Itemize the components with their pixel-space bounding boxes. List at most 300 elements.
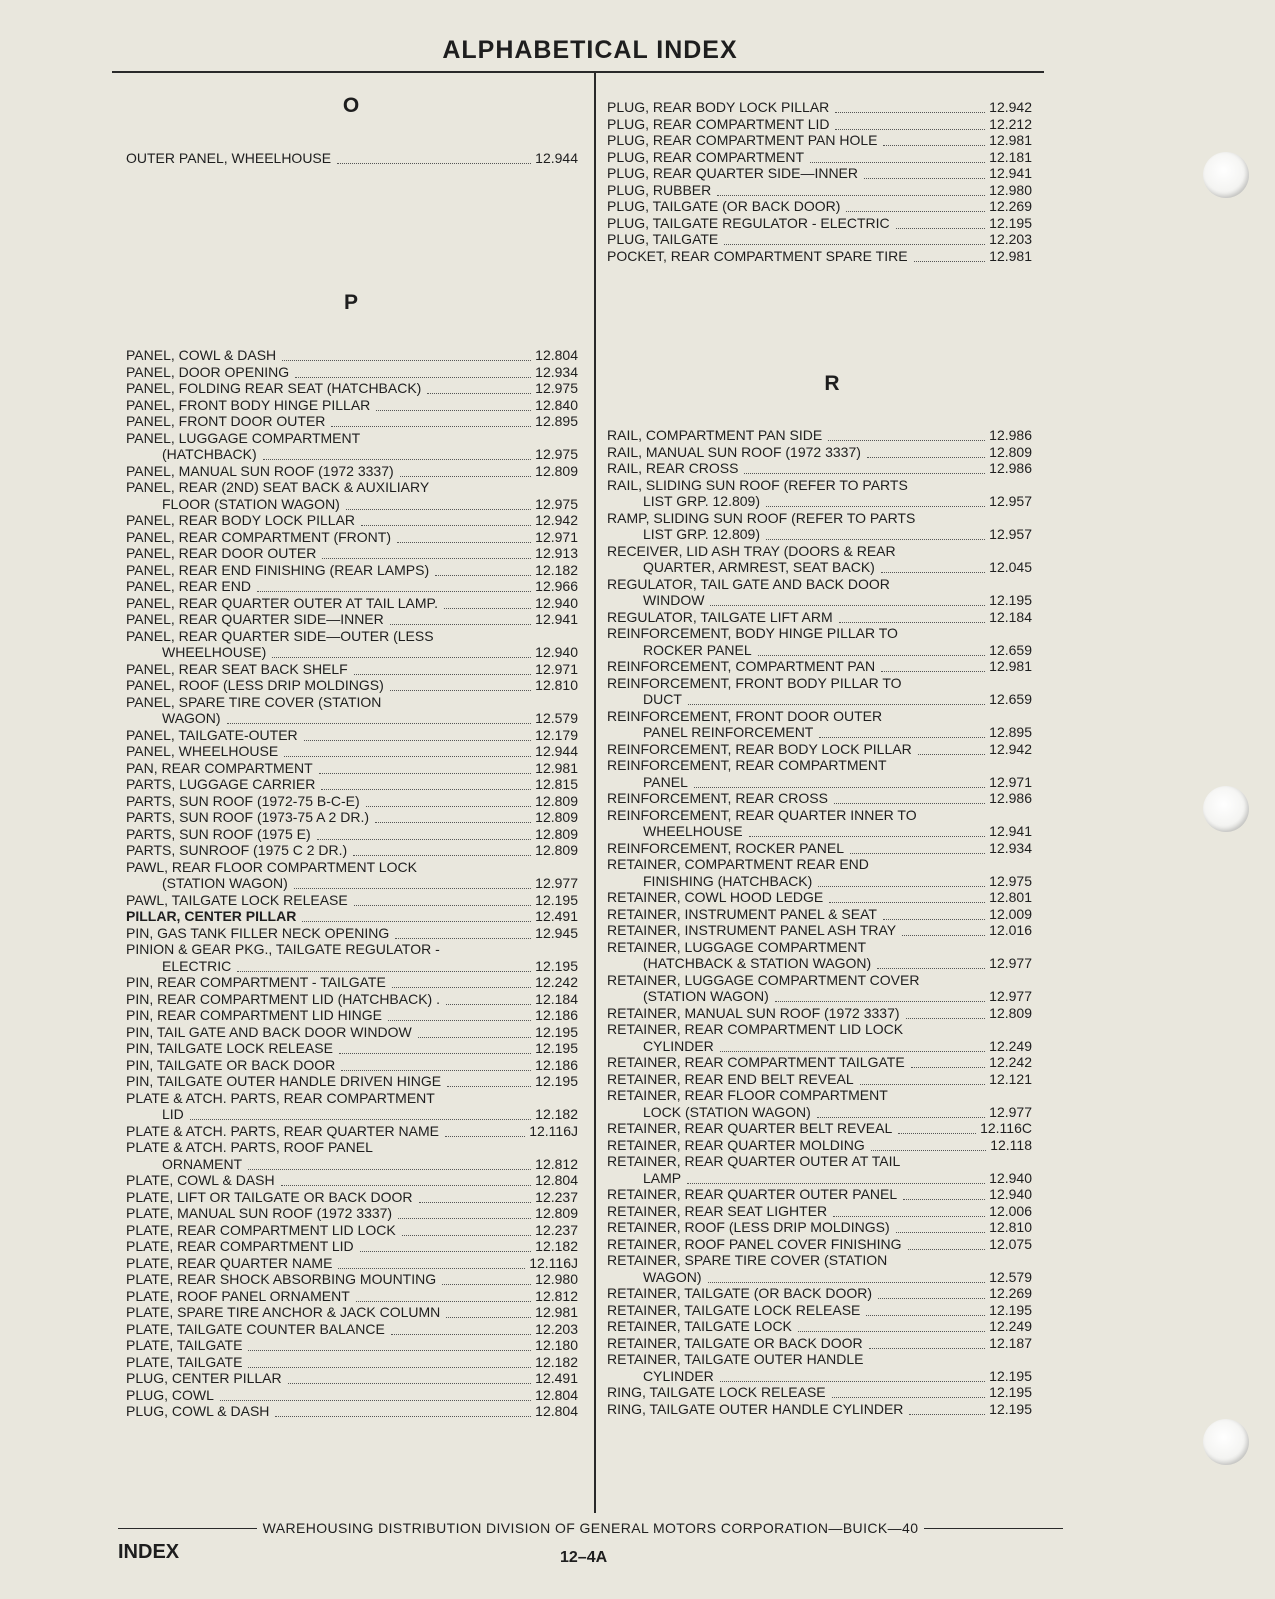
index-entry-text: RAMP, SLIDING SUN ROOF (REFER TO PARTS bbox=[607, 509, 916, 526]
index-entry-text: PLUG, COWL & DASH bbox=[126, 1403, 270, 1419]
index-entry-text: RETAINER, REAR COMPARTMENT LID LOCK bbox=[607, 1021, 904, 1037]
footer-rule-left bbox=[118, 1528, 257, 1529]
dot-leader bbox=[724, 241, 985, 245]
index-entry-text: PANEL, FRONT DOOR OUTER bbox=[126, 413, 326, 429]
index-entry bbox=[607, 427, 1032, 444]
index-entry-text: DUCT bbox=[643, 691, 682, 707]
index-list-r bbox=[607, 427, 1032, 1417]
index-entry-line bbox=[607, 444, 1032, 461]
index-entry-text: PLATE, LIFT OR TAILGATE OR BACK DOOR bbox=[126, 1188, 413, 1205]
dot-leader bbox=[375, 819, 531, 823]
index-entry-reference: 12.975 bbox=[535, 495, 578, 512]
index-entry-line bbox=[607, 592, 1032, 609]
dot-leader bbox=[366, 803, 532, 807]
index-entry-text: RAIL, REAR CROSS bbox=[607, 460, 739, 476]
index-entry-text: RETAINER, INSTRUMENT PANEL & SEAT bbox=[607, 905, 877, 922]
index-entry-text: RETAINER, LUGGAGE COMPARTMENT bbox=[607, 938, 867, 955]
index-entry-line bbox=[607, 460, 1032, 477]
index-entry-reference: 12.212 bbox=[989, 115, 1032, 132]
dot-leader bbox=[832, 1394, 986, 1398]
index-entry-text: WAGON) bbox=[643, 1268, 702, 1285]
index-entry-line bbox=[607, 1170, 1032, 1187]
index-entry-line bbox=[126, 710, 578, 727]
index-entry-line bbox=[126, 661, 578, 678]
index-entry-reference: 12.121 bbox=[989, 1070, 1032, 1087]
index-entry-text: PIN, TAILGATE LOCK RELEASE bbox=[126, 1040, 333, 1056]
dot-leader bbox=[446, 1314, 531, 1318]
index-entry-reference: 12.006 bbox=[989, 1202, 1032, 1219]
index-entry-reference: 12.944 bbox=[535, 743, 578, 759]
index-entry-text: RETAINER, TAILGATE OUTER HANDLE bbox=[607, 1351, 864, 1367]
index-entry-text: PINION & GEAR PKG., TAILGATE REGULATOR - bbox=[126, 941, 440, 957]
index-entry-text: RING, TAILGATE OUTER HANDLE CYLINDER bbox=[607, 1400, 904, 1417]
index-entry-line bbox=[126, 1271, 578, 1288]
index-entry bbox=[126, 809, 578, 826]
index-entry-text: FLOOR (STATION WAGON) bbox=[162, 495, 340, 512]
index-entry-text: PLUG, REAR COMPARTMENT PAN HOLE bbox=[607, 132, 878, 148]
index-entry-text: RETAINER, REAR QUARTER OUTER PANEL bbox=[607, 1186, 898, 1202]
index-entry bbox=[607, 1351, 1032, 1384]
dot-leader bbox=[446, 1001, 531, 1005]
index-entry-line bbox=[607, 1269, 1032, 1286]
index-entry bbox=[126, 397, 578, 414]
dot-leader bbox=[391, 1331, 531, 1335]
dot-leader bbox=[419, 1199, 532, 1203]
section-letter-p: P bbox=[343, 291, 358, 314]
dot-leader bbox=[395, 935, 531, 939]
index-entry-reference: 12.195 bbox=[535, 1040, 578, 1056]
dot-leader bbox=[237, 968, 531, 972]
index-entry bbox=[607, 939, 1032, 972]
dot-leader bbox=[835, 126, 985, 130]
dot-leader bbox=[445, 1133, 525, 1137]
index-entry-line bbox=[607, 609, 1032, 626]
index-entry-line bbox=[126, 760, 578, 777]
index-entry-reference: 12.195 bbox=[535, 957, 578, 974]
index-entry-reference: 12.812 bbox=[535, 1155, 578, 1172]
index-entry bbox=[607, 807, 1032, 840]
index-entry-reference: 12.809 bbox=[535, 825, 578, 842]
index-entry bbox=[126, 974, 578, 991]
dot-leader bbox=[281, 1182, 532, 1186]
index-entry-reference: 12.934 bbox=[535, 363, 578, 380]
index-entry-text: PANEL REINFORCEMENT bbox=[643, 724, 814, 740]
index-entry bbox=[607, 1186, 1032, 1203]
index-entry-text: RETAINER, ROOF (LESS DRIP MOLDINGS) bbox=[607, 1219, 890, 1235]
index-entry-line bbox=[126, 809, 578, 826]
index-entry bbox=[126, 776, 578, 793]
index-entry-line bbox=[126, 578, 578, 595]
index-entry-text: PARTS, SUN ROOF (1973-75 A 2 DR.) bbox=[126, 809, 370, 825]
index-entry-text: PANEL, FRONT BODY HINGE PILLAR bbox=[126, 396, 371, 413]
binder-hole-bottom bbox=[1203, 1419, 1249, 1465]
index-entry-line bbox=[126, 941, 578, 958]
index-entry-text: (STATION WAGON) bbox=[162, 875, 288, 891]
index-entry-line bbox=[126, 1255, 578, 1272]
index-entry bbox=[607, 1236, 1032, 1253]
index-entry-reference: 12.971 bbox=[535, 660, 578, 677]
index-entry-reference: 12.195 bbox=[535, 1023, 578, 1040]
index-entry bbox=[126, 380, 578, 397]
index-entry-line bbox=[126, 859, 578, 876]
index-entry-reference: 12.195 bbox=[989, 1301, 1032, 1318]
index-entry-reference: 12.977 bbox=[989, 988, 1032, 1004]
dot-leader bbox=[338, 1265, 525, 1269]
index-entry-reference: 12.203 bbox=[535, 1320, 578, 1337]
index-entry-reference: 12.579 bbox=[535, 710, 578, 726]
index-entry-line bbox=[126, 595, 578, 612]
index-entry-line bbox=[607, 1120, 1032, 1137]
index-entry-text: PIN, TAIL GATE AND BACK DOOR WINDOW bbox=[126, 1023, 412, 1040]
index-entry-line bbox=[607, 526, 1032, 543]
index-entry-text: WHEELHOUSE) bbox=[162, 644, 267, 660]
index-entry-line bbox=[126, 397, 578, 414]
index-entry-text: PANEL, SPARE TIRE COVER (STATION bbox=[126, 693, 382, 710]
dot-leader bbox=[688, 701, 985, 705]
dot-leader bbox=[390, 687, 531, 691]
footer-rule-right bbox=[924, 1528, 1063, 1529]
index-entry-reference: 12.809 bbox=[989, 1004, 1032, 1021]
index-entry-line bbox=[607, 955, 1032, 972]
index-entry-reference: 12.237 bbox=[535, 1221, 578, 1238]
dot-leader bbox=[911, 1064, 986, 1068]
index-entry-reference: 12.182 bbox=[535, 561, 578, 578]
dot-leader bbox=[708, 1279, 986, 1283]
index-entry-reference: 12.975 bbox=[535, 380, 578, 396]
index-entry-text: RETAINER, TAILGATE OR BACK DOOR bbox=[607, 1334, 863, 1351]
index-entry-text: (HATCHBACK & STATION WAGON) bbox=[643, 955, 872, 971]
index-entry bbox=[126, 463, 578, 480]
index-entry-reference: 12.269 bbox=[989, 198, 1032, 214]
index-entry-reference: 12.809 bbox=[535, 842, 578, 858]
dot-leader bbox=[869, 1345, 986, 1349]
index-entry-reference: 12.977 bbox=[989, 1103, 1032, 1120]
index-entry bbox=[607, 1021, 1032, 1054]
index-entry-reference: 12.809 bbox=[989, 443, 1032, 460]
index-entry-text: PANEL, ROOF (LESS DRIP MOLDINGS) bbox=[126, 677, 384, 693]
index-entry-line bbox=[607, 873, 1032, 890]
index-entry-text: PANEL bbox=[643, 773, 688, 790]
dot-leader bbox=[758, 652, 986, 656]
dot-leader bbox=[354, 902, 531, 906]
index-entry bbox=[607, 840, 1032, 857]
index-entry-text: PLATE & ATCH. PARTS, ROOF PANEL bbox=[126, 1139, 373, 1155]
dot-leader bbox=[878, 1295, 985, 1299]
index-entry-text: PAN, REAR COMPARTMENT bbox=[126, 759, 313, 776]
index-entry-line bbox=[607, 1335, 1032, 1352]
index-entry bbox=[607, 1318, 1032, 1335]
index-entry-text: CYLINDER bbox=[643, 1367, 714, 1384]
dot-leader bbox=[881, 668, 985, 672]
index-entry-text: RETAINER, COMPARTMENT REAR END bbox=[607, 856, 869, 872]
index-entry-line bbox=[607, 493, 1032, 510]
index-entry-reference: 12.579 bbox=[989, 1268, 1032, 1285]
index-entry-line bbox=[607, 922, 1032, 939]
dot-leader bbox=[392, 984, 531, 988]
index-entry-text: PIN, TAILGATE OUTER HANDLE DRIVEN HINGE bbox=[126, 1073, 442, 1089]
index-entry-text: PANEL, REAR COMPARTMENT (FRONT) bbox=[126, 528, 391, 545]
index-entry-reference: 12.810 bbox=[989, 1219, 1032, 1235]
index-entry-line bbox=[126, 1189, 578, 1206]
index-entry-reference: 12.809 bbox=[535, 809, 578, 825]
index-entry bbox=[126, 1387, 578, 1404]
index-entry-line bbox=[607, 149, 1032, 166]
index-entry bbox=[607, 132, 1032, 149]
dot-leader bbox=[909, 1411, 985, 1415]
index-entry-text: PLUG, REAR COMPARTMENT bbox=[607, 148, 805, 165]
index-entry bbox=[126, 611, 578, 628]
index-entry bbox=[607, 1384, 1032, 1401]
index-entry bbox=[126, 1123, 578, 1140]
section-letter-r: R bbox=[824, 372, 840, 395]
dot-leader bbox=[398, 1215, 531, 1219]
index-entry bbox=[607, 625, 1032, 658]
index-entry-line bbox=[126, 347, 578, 364]
dot-leader bbox=[818, 883, 985, 887]
index-entry bbox=[126, 1288, 578, 1305]
index-entry-text: PLUG, REAR QUARTER SIDE—INNER bbox=[607, 165, 859, 181]
index-entry bbox=[607, 658, 1032, 675]
index-entry bbox=[126, 628, 578, 661]
index-entry-text: PANEL, MANUAL SUN ROOF (1972 3337) bbox=[126, 462, 394, 479]
index-entry-line bbox=[607, 642, 1032, 659]
index-entry-reference: 12.659 bbox=[989, 641, 1032, 658]
index-entry-line bbox=[607, 1236, 1032, 1253]
dot-leader bbox=[720, 1378, 985, 1382]
index-entry-reference: 12.934 bbox=[989, 839, 1032, 856]
index-entry-reference: 12.116J bbox=[529, 1254, 578, 1271]
page-title: ALPHABETICAL INDEX bbox=[442, 36, 738, 64]
index-entry bbox=[126, 578, 578, 595]
index-entry-text: (HATCHBACK) bbox=[162, 446, 257, 462]
index-entry-reference: 12.981 bbox=[989, 658, 1032, 674]
footer-division-line bbox=[118, 1520, 1063, 1536]
index-entry bbox=[607, 1335, 1032, 1352]
index-entry-text: RAIL, SLIDING SUN ROOF (REFER TO PARTS bbox=[607, 476, 908, 493]
index-list-o bbox=[126, 150, 578, 167]
index-entry bbox=[126, 1403, 578, 1420]
index-entry-reference: 12.981 bbox=[535, 759, 578, 776]
index-entry-text: PARTS, SUN ROOF (1972-75 B-C-E) bbox=[126, 792, 360, 809]
index-entry bbox=[126, 859, 578, 892]
index-entry-reference: 12.809 bbox=[535, 1205, 578, 1221]
index-entry-text: LID bbox=[162, 1106, 184, 1122]
index-entry-reference: 12.986 bbox=[989, 427, 1032, 443]
index-entry-reference: 12.186 bbox=[535, 1007, 578, 1023]
dot-leader bbox=[435, 572, 531, 576]
index-entry-reference: 12.195 bbox=[535, 1073, 578, 1089]
dot-leader bbox=[321, 786, 531, 790]
index-entry-text: PANEL, COWL & DASH bbox=[126, 347, 277, 363]
index-entry-line bbox=[126, 776, 578, 793]
index-entry-reference: 12.840 bbox=[535, 396, 578, 413]
index-entry-line bbox=[607, 1005, 1032, 1022]
index-entry-reference: 12.195 bbox=[535, 891, 578, 908]
dot-leader bbox=[819, 734, 985, 738]
index-entry-reference: 12.940 bbox=[535, 594, 578, 611]
index-entry-line bbox=[607, 675, 1032, 692]
index-entry bbox=[607, 1203, 1032, 1220]
index-entry bbox=[607, 444, 1032, 461]
index-entry-line bbox=[607, 1104, 1032, 1121]
index-entry-line bbox=[126, 364, 578, 381]
dot-leader bbox=[322, 555, 531, 559]
index-entry-line bbox=[126, 925, 578, 942]
index-entry-line bbox=[126, 908, 578, 925]
section-letter-o: O bbox=[342, 94, 360, 117]
index-entry-line bbox=[126, 529, 578, 546]
index-entry-reference: 12.942 bbox=[535, 512, 578, 528]
index-entry-line bbox=[126, 958, 578, 975]
index-entry-reference: 12.186 bbox=[535, 1056, 578, 1073]
index-entry-reference: 12.180 bbox=[535, 1337, 578, 1353]
index-entry-line bbox=[607, 724, 1032, 741]
index-entry-line bbox=[607, 1071, 1032, 1088]
index-entry bbox=[607, 510, 1032, 543]
index-entry-line bbox=[607, 774, 1032, 791]
dot-leader bbox=[766, 536, 985, 540]
index-entry bbox=[607, 1005, 1032, 1022]
dot-leader bbox=[257, 588, 531, 592]
index-entry-reference: 12.975 bbox=[535, 446, 578, 462]
index-entry-line bbox=[607, 182, 1032, 199]
index-entry bbox=[126, 347, 578, 364]
index-entry-line bbox=[607, 477, 1032, 494]
dot-leader bbox=[360, 1248, 532, 1252]
index-entry-reference: 12.986 bbox=[989, 790, 1032, 806]
index-entry-line bbox=[126, 991, 578, 1008]
index-entry bbox=[126, 150, 578, 167]
index-entry-text: WINDOW bbox=[643, 592, 705, 608]
index-entry-line bbox=[126, 1222, 578, 1239]
footer-division-text: WAREHOUSING DISTRIBUTION DIVISION OF GENERAL MOTORS CORPORATION—BUICK—40 bbox=[262, 1520, 919, 1536]
dot-leader bbox=[906, 1015, 986, 1019]
index-entry bbox=[126, 1189, 578, 1206]
index-entry-text: RING, TAILGATE LOCK RELEASE bbox=[607, 1384, 826, 1400]
index-entry bbox=[126, 545, 578, 562]
index-entry-text: PLUG, TAILGATE (OR BACK DOOR) bbox=[607, 198, 841, 214]
index-entry-text: PANEL, REAR QUARTER OUTER AT TAIL LAMP. bbox=[126, 594, 438, 611]
index-entry bbox=[126, 694, 578, 727]
index-entry-reference: 12.986 bbox=[989, 460, 1032, 476]
index-entry-text: PANEL, REAR (2ND) SEAT BACK & AUXILIARY bbox=[126, 479, 430, 495]
index-entry-line bbox=[607, 1186, 1032, 1203]
index-entry-reference: 12.249 bbox=[989, 1037, 1032, 1054]
index-entry-line bbox=[607, 99, 1032, 116]
dot-leader bbox=[717, 192, 985, 196]
index-entry-text: LAMP bbox=[643, 1169, 682, 1186]
index-entry-line bbox=[607, 625, 1032, 642]
index-entry-text: REINFORCEMENT, FRONT BODY PILLAR TO bbox=[607, 674, 902, 691]
index-entry-reference: 12.942 bbox=[989, 99, 1032, 115]
index-entry-line bbox=[126, 743, 578, 760]
dot-leader bbox=[744, 470, 985, 474]
index-entry-reference: 12.179 bbox=[535, 726, 578, 743]
index-entry-text: PLATE, SPARE TIRE ANCHOR & JACK COLUMN bbox=[126, 1304, 441, 1320]
index-entry bbox=[607, 1071, 1032, 1088]
dot-leader bbox=[263, 456, 532, 460]
dot-leader bbox=[376, 407, 531, 411]
dot-leader bbox=[447, 1083, 531, 1087]
index-entry-text: RETAINER, INSTRUMENT PANEL ASH TRAY bbox=[607, 922, 897, 938]
index-entry-text: RETAINER, REAR FLOOR COMPARTMENT bbox=[607, 1087, 888, 1103]
index-entry-line bbox=[607, 576, 1032, 593]
index-entry-reference: 12.195 bbox=[989, 1400, 1032, 1417]
dot-leader bbox=[337, 160, 531, 164]
index-entry-line bbox=[126, 1090, 578, 1107]
index-entry-reference: 12.977 bbox=[535, 875, 578, 891]
index-entry-line bbox=[126, 1370, 578, 1387]
index-entry bbox=[607, 1120, 1032, 1137]
index-entry bbox=[607, 1285, 1032, 1302]
index-entry-line bbox=[607, 1368, 1032, 1385]
index-entry-line bbox=[126, 628, 578, 645]
dot-leader bbox=[829, 899, 985, 903]
dot-leader bbox=[775, 998, 985, 1002]
dot-leader bbox=[444, 605, 531, 609]
index-entry-line bbox=[126, 1238, 578, 1255]
index-entry bbox=[607, 231, 1032, 248]
index-entry-text: PLATE, COWL & DASH bbox=[126, 1172, 275, 1188]
dot-leader bbox=[908, 1246, 986, 1250]
index-entry-line bbox=[126, 1040, 578, 1057]
index-entry bbox=[607, 856, 1032, 889]
index-entry-text: REGULATOR, TAILGATE LIFT ARM bbox=[607, 608, 833, 625]
index-entry-line bbox=[126, 1106, 578, 1123]
index-entry-line bbox=[126, 1205, 578, 1222]
index-entry-line bbox=[607, 889, 1032, 906]
index-entry bbox=[607, 741, 1032, 758]
dot-leader bbox=[346, 506, 531, 510]
dot-leader bbox=[810, 159, 985, 163]
index-entry-line bbox=[126, 644, 578, 661]
index-entry-line bbox=[126, 727, 578, 744]
index-entry-text: PIN, REAR COMPARTMENT LID (HATCHBACK) . bbox=[126, 990, 440, 1007]
index-entry-line bbox=[126, 150, 578, 167]
index-entry-text: PLATE & ATCH. PARTS, REAR COMPARTMENT bbox=[126, 1089, 435, 1106]
index-entry bbox=[126, 1139, 578, 1172]
index-entry-line bbox=[126, 611, 578, 628]
index-entry bbox=[607, 708, 1032, 741]
index-entry-line bbox=[126, 1156, 578, 1173]
index-entry-line bbox=[126, 1139, 578, 1156]
index-entry-text: PIN, GAS TANK FILLER NECK OPENING bbox=[126, 924, 390, 941]
index-entry-line bbox=[126, 1387, 578, 1404]
index-entry bbox=[126, 892, 578, 909]
index-entry-text: OUTER PANEL, WHEELHOUSE bbox=[126, 150, 332, 166]
dot-leader bbox=[749, 833, 986, 837]
index-entry-text: WHEELHOUSE bbox=[643, 823, 743, 839]
index-entry bbox=[607, 675, 1032, 708]
index-entry-line bbox=[607, 757, 1032, 774]
index-entry bbox=[607, 116, 1032, 133]
index-entry bbox=[126, 562, 578, 579]
index-entry-text: RETAINER, TAILGATE LOCK bbox=[607, 1318, 792, 1334]
index-entry-text: PIN, REAR COMPARTMENT LID HINGE bbox=[126, 1007, 382, 1023]
index-entry-line bbox=[607, 988, 1032, 1005]
index-entry-reference: 12.195 bbox=[989, 1384, 1032, 1400]
index-entry-text: PLATE, ROOF PANEL ORNAMENT bbox=[126, 1287, 350, 1304]
index-entry-reference: 12.184 bbox=[535, 990, 578, 1007]
dot-leader bbox=[341, 1067, 531, 1071]
index-entry-line bbox=[126, 430, 578, 447]
dot-leader bbox=[710, 602, 985, 606]
index-entry-line bbox=[126, 875, 578, 892]
dot-leader bbox=[319, 770, 531, 774]
index-entry-line bbox=[607, 823, 1032, 840]
dot-leader bbox=[227, 720, 532, 724]
index-entry-line bbox=[607, 1153, 1032, 1170]
